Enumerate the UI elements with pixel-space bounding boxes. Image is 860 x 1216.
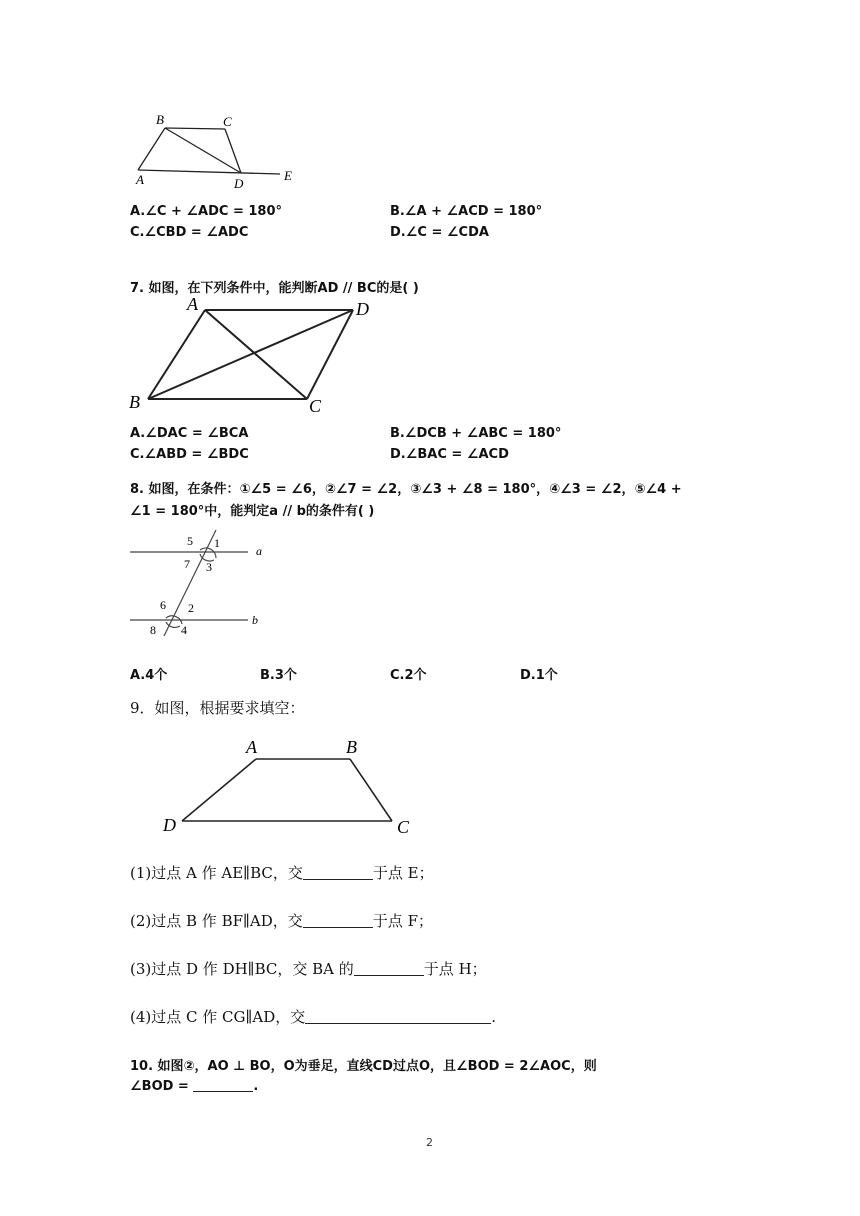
q9-item-1-blank[interactable] bbox=[303, 865, 373, 880]
q7-label-b: B bbox=[129, 392, 140, 412]
q8-label-8: 8 bbox=[150, 623, 156, 637]
q6-figure bbox=[130, 108, 300, 193]
q9-item-1-text: (1)过点 A 作 AE∥BC，交 bbox=[130, 864, 303, 882]
q9-label-a: A bbox=[246, 737, 257, 757]
q6-label-a: A bbox=[136, 172, 144, 187]
q9-label-c: C bbox=[397, 817, 410, 837]
q8-option-c[interactable]: C.2个 bbox=[390, 668, 427, 683]
q6-label-c: C bbox=[223, 114, 232, 129]
q8-option-a[interactable]: A.4个 bbox=[130, 668, 168, 683]
q10-line2-text: ∠BOD = bbox=[130, 1079, 194, 1094]
q7-option-b[interactable]: B.∠DCB + ∠ABC = 180° bbox=[390, 426, 562, 441]
q9-item-4-text: (4)过点 C 作 CG∥AD，交 bbox=[130, 1008, 306, 1026]
q8-figure bbox=[128, 528, 268, 643]
q8-label-2: 2 bbox=[188, 601, 194, 615]
q10-line2-tail: . bbox=[253, 1079, 259, 1094]
q6-option-c[interactable]: C.∠CBD = ∠ADC bbox=[130, 225, 249, 240]
q8-label-a: a bbox=[256, 544, 262, 558]
q8-option-d[interactable]: D.1个 bbox=[520, 668, 558, 683]
q8-label-4: 4 bbox=[181, 623, 187, 637]
q7-stem: 7. 如图，在下列条件中，能判断AD // BC的是( ) bbox=[130, 281, 419, 296]
q6-label-d: D bbox=[234, 176, 244, 191]
q9-stem: 9．如图，根据要求填空： bbox=[130, 699, 305, 717]
q9-item-2 bbox=[130, 910, 433, 931]
q6-label-e: E bbox=[284, 168, 292, 183]
q7-figure bbox=[125, 294, 380, 419]
q9-item-1-tail: 于点 E； bbox=[372, 864, 434, 882]
q9-item-3-tail: 于点 H； bbox=[423, 960, 487, 978]
q6-option-d[interactable]: D.∠C = ∠CDA bbox=[390, 225, 489, 240]
q7-label-a: A bbox=[187, 294, 198, 314]
q7-option-c[interactable]: C.∠ABD = ∠BDC bbox=[130, 447, 249, 462]
q8-stem-line2: ∠1 = 180°中，能判定a // b的条件有( ) bbox=[130, 504, 375, 519]
q10-answer-blank[interactable] bbox=[193, 1078, 253, 1092]
q9-item-2-text: (2)过点 B 作 BF∥AD，交 bbox=[130, 912, 303, 930]
q8-label-7: 7 bbox=[184, 557, 190, 571]
q8-label-5: 5 bbox=[187, 534, 193, 548]
q8-option-b[interactable]: B.3个 bbox=[260, 668, 297, 683]
q9-item-4-tail: . bbox=[491, 1008, 497, 1026]
q7-option-a[interactable]: A.∠DAC = ∠BCA bbox=[130, 426, 249, 441]
q9-label-b: B bbox=[346, 737, 357, 757]
q9-item-2-tail: 于点 F； bbox=[372, 912, 433, 930]
q7-label-c: C bbox=[309, 396, 322, 416]
q9-item-4-blank[interactable] bbox=[305, 1009, 491, 1024]
q7-label-d: D bbox=[356, 299, 369, 319]
q9-item-2-blank[interactable] bbox=[303, 913, 373, 928]
q6-label-b: B bbox=[156, 112, 164, 127]
q8-label-b: b bbox=[252, 613, 258, 627]
q9-item-1 bbox=[130, 862, 434, 883]
q9-item-4 bbox=[130, 1006, 496, 1027]
q10-line2 bbox=[130, 1078, 258, 1094]
q7-option-d[interactable]: D.∠BAC = ∠ACD bbox=[390, 447, 509, 462]
q6-option-b[interactable]: B.∠A + ∠ACD = 180° bbox=[390, 204, 543, 219]
q8-label-1: 1 bbox=[214, 536, 220, 550]
q8-label-6: 6 bbox=[160, 598, 166, 612]
q6-option-a[interactable]: A.∠C + ∠ADC = 180° bbox=[130, 204, 283, 219]
q8-label-3: 3 bbox=[206, 560, 212, 574]
q8-stem-line1: 8. 如图，在条件：①∠5 = ∠6，②∠7 = ∠2，③∠3 + ∠8 = 180°，④∠3 = ∠2，⑤∠4 + bbox=[130, 482, 682, 497]
page-number: 2 bbox=[426, 1136, 433, 1149]
q9-label-d: D bbox=[163, 815, 176, 835]
q9-item-3-blank[interactable] bbox=[354, 961, 424, 976]
q9-figure bbox=[160, 735, 420, 840]
q10-line1: 10. 如图②，AO ⊥ BO，O为垂足，直线CD过点O，且∠BOD = 2∠AOC，则 bbox=[130, 1059, 597, 1074]
q9-item-3 bbox=[130, 958, 487, 979]
q9-item-3-text: (3)过点 D 作 DH∥BC，交 BA 的 bbox=[130, 960, 354, 978]
